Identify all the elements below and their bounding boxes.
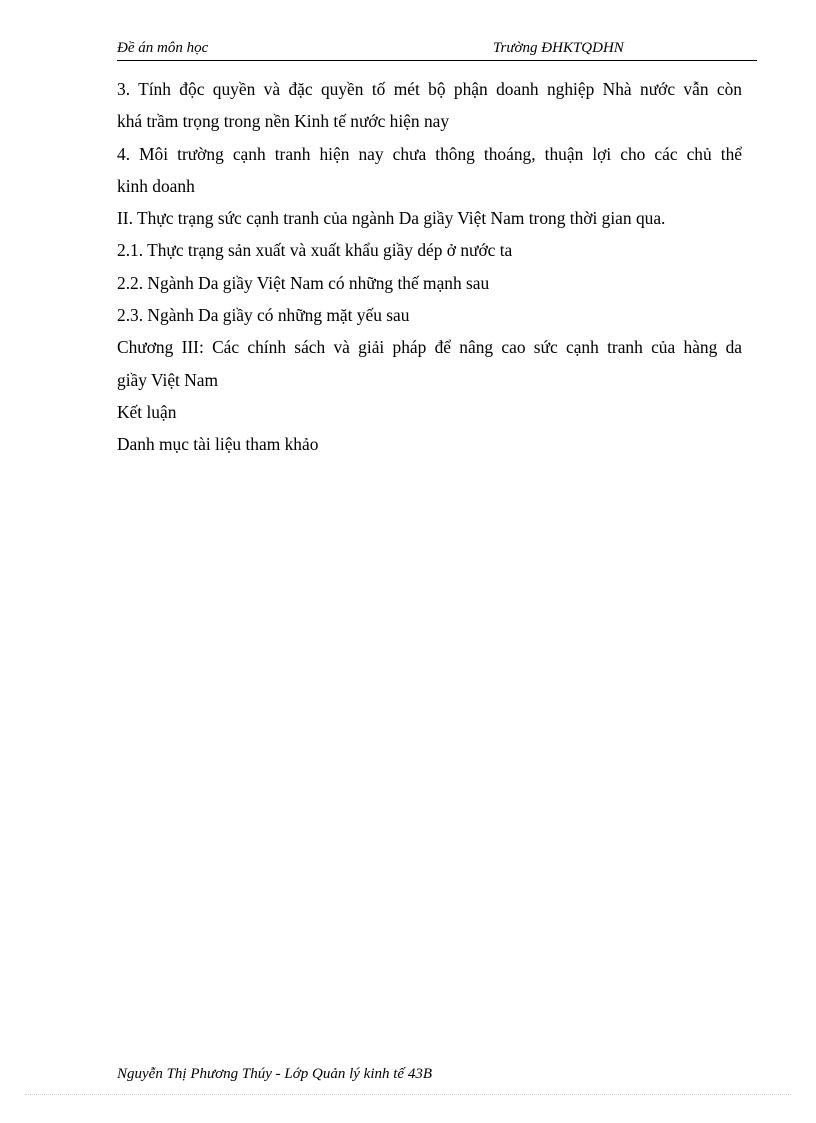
page-bottom-divider xyxy=(25,1094,791,1095)
toc-line: giầy Việt Nam xyxy=(117,369,219,390)
toc-line: Kết luận xyxy=(117,401,177,422)
toc-line: 4. Môi trường cạnh tranh hiện nay chưa thông thoáng, thuận lợi cho các chủ thể xyxy=(117,143,742,164)
toc-line: khá trầm trọng trong nền Kinh tế nước hiện nay xyxy=(117,111,450,132)
page-header xyxy=(117,38,757,61)
toc-line: Chương III: Các chính sách và giải pháp để nâng cao sức cạnh tranh của hàng da xyxy=(117,337,742,358)
table-of-contents xyxy=(117,73,742,461)
toc-line: 2.1. Thực trạng sản xuất và xuất khẩu giầy dép ở nước ta xyxy=(117,240,513,261)
toc-line: Danh mục tài liệu tham khảo xyxy=(117,434,319,455)
page-footer: Nguyễn Thị Phương Thúy - Lớp Quản lý kinh tế 43B xyxy=(117,1066,432,1082)
header-university-name: Trường ĐHKTQDHN xyxy=(493,40,624,56)
toc-line: kinh doanh xyxy=(117,175,195,196)
toc-line: 2.3. Ngành Da giầy có những mặt yếu sau xyxy=(117,305,410,326)
toc-line: II. Thực trạng sức cạnh tranh của ngành Da giầy Việt Nam trong thời gian qua. xyxy=(117,208,666,229)
toc-line: 3. Tính độc quyền và đặc quyền tố mét bộ phận doanh nghiệp Nhà nước vẫn còn xyxy=(117,79,742,99)
toc-line: 2.2. Ngành Da giầy Việt Nam có những thế mạnh sau xyxy=(117,272,490,293)
header-course-title: Đề án môn học xyxy=(117,40,209,56)
